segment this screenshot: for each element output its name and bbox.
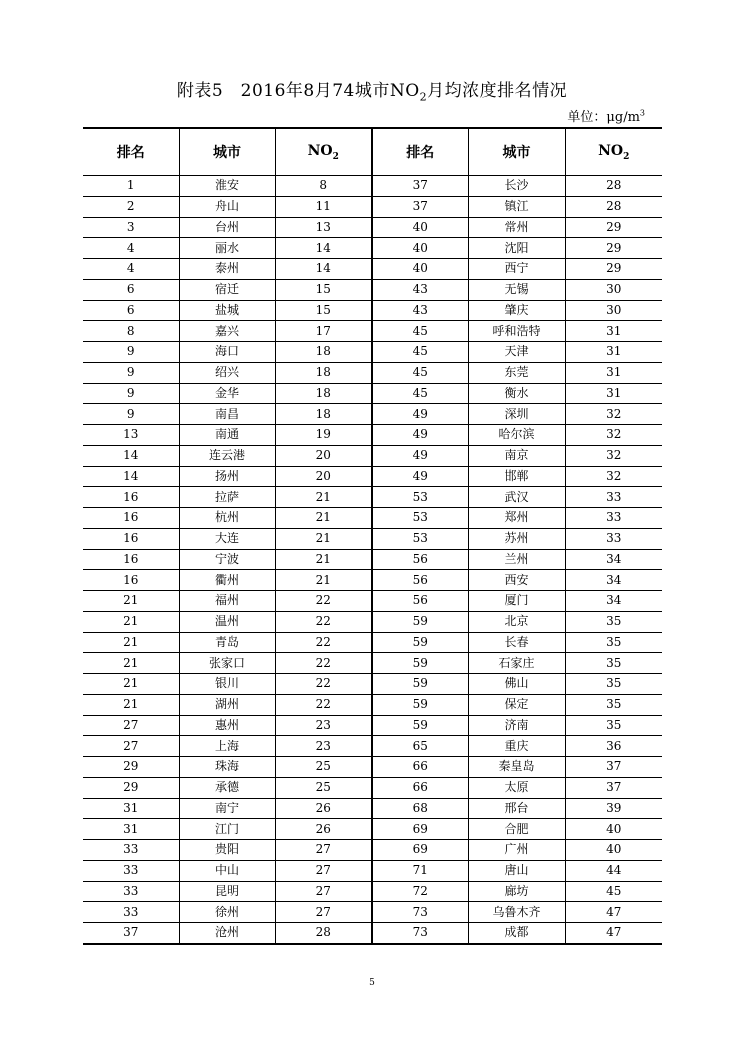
cell-no2-right: 45 [565, 881, 662, 902]
cell-city-left: 徐州 [179, 902, 275, 923]
table-row [83, 196, 662, 217]
cell-rank-left: 1 [83, 176, 179, 197]
table-row [83, 217, 662, 238]
cell-rank-right: 71 [372, 860, 468, 881]
table-row [83, 674, 662, 695]
cell-no2-left: 25 [275, 757, 372, 778]
cell-rank-right: 73 [372, 902, 468, 923]
cell-city-left: 宁波 [179, 549, 275, 570]
cell-city-left: 银川 [179, 674, 275, 695]
cell-city-right: 无锡 [468, 279, 565, 300]
cell-city-right: 常州 [468, 217, 565, 238]
ranking-table [83, 127, 662, 945]
cell-rank-left: 8 [83, 321, 179, 342]
cell-city-left: 南昌 [179, 404, 275, 425]
cell-city-right: 济南 [468, 715, 565, 736]
cell-city-left: 大连 [179, 528, 275, 549]
cell-city-right: 重庆 [468, 736, 565, 757]
cell-rank-right: 37 [372, 196, 468, 217]
header-no2-text: NO [598, 142, 624, 159]
cell-city-right: 佛山 [468, 674, 565, 695]
cell-rank-left: 29 [83, 777, 179, 798]
unit-label [567, 106, 645, 125]
cell-no2-left: 22 [275, 632, 372, 653]
cell-city-right: 肇庆 [468, 300, 565, 321]
cell-rank-left: 14 [83, 445, 179, 466]
cell-rank-right: 40 [372, 238, 468, 259]
cell-rank-left: 9 [83, 383, 179, 404]
cell-no2-right: 33 [565, 487, 662, 508]
cell-rank-right: 59 [372, 674, 468, 695]
table-row [83, 279, 662, 300]
table-row [83, 653, 662, 674]
cell-no2-right: 32 [565, 466, 662, 487]
unit-superscript: 3 [639, 108, 645, 118]
header-rank-right: 排名 [372, 128, 468, 176]
cell-city-right: 郑州 [468, 508, 565, 529]
cell-no2-left: 21 [275, 508, 372, 529]
cell-no2-left: 26 [275, 819, 372, 840]
cell-city-left: 南通 [179, 425, 275, 446]
cell-rank-right: 59 [372, 611, 468, 632]
cell-rank-right: 45 [372, 362, 468, 383]
cell-city-right: 长春 [468, 632, 565, 653]
cell-city-right: 呼和浩特 [468, 321, 565, 342]
cell-city-left: 连云港 [179, 445, 275, 466]
cell-rank-right: 59 [372, 653, 468, 674]
cell-rank-left: 33 [83, 902, 179, 923]
cell-no2-right: 30 [565, 279, 662, 300]
table-row [83, 528, 662, 549]
table-row [83, 881, 662, 902]
cell-rank-left: 4 [83, 238, 179, 259]
cell-no2-right: 28 [565, 176, 662, 197]
cell-city-right: 武汉 [468, 487, 565, 508]
table-row [83, 425, 662, 446]
cell-no2-left: 22 [275, 674, 372, 695]
cell-city-right: 邯郸 [468, 466, 565, 487]
cell-city-left: 泰州 [179, 259, 275, 280]
cell-no2-right: 34 [565, 591, 662, 612]
cell-no2-right: 33 [565, 528, 662, 549]
cell-rank-left: 16 [83, 570, 179, 591]
cell-no2-right: 32 [565, 445, 662, 466]
cell-no2-left: 27 [275, 840, 372, 861]
cell-rank-right: 43 [372, 279, 468, 300]
header-no2-right [565, 128, 662, 176]
cell-no2-right: 29 [565, 217, 662, 238]
cell-rank-left: 21 [83, 694, 179, 715]
cell-city-left: 承德 [179, 777, 275, 798]
cell-city-right: 衡水 [468, 383, 565, 404]
cell-no2-right: 30 [565, 300, 662, 321]
cell-city-left: 海口 [179, 342, 275, 363]
table-row [83, 259, 662, 280]
cell-city-right: 厦门 [468, 591, 565, 612]
cell-city-right: 北京 [468, 611, 565, 632]
cell-no2-left: 14 [275, 259, 372, 280]
table-row [83, 757, 662, 778]
table-row [83, 445, 662, 466]
cell-no2-left: 21 [275, 549, 372, 570]
cell-city-left: 江门 [179, 819, 275, 840]
cell-rank-right: 72 [372, 881, 468, 902]
cell-rank-right: 40 [372, 217, 468, 238]
cell-no2-left: 27 [275, 902, 372, 923]
cell-city-left: 淮安 [179, 176, 275, 197]
table-row [83, 632, 662, 653]
table-row [83, 238, 662, 259]
cell-rank-left: 6 [83, 300, 179, 321]
header-city-right: 城市 [468, 128, 565, 176]
cell-no2-right: 37 [565, 757, 662, 778]
cell-rank-left: 16 [83, 508, 179, 529]
cell-city-right: 石家庄 [468, 653, 565, 674]
cell-city-right: 保定 [468, 694, 565, 715]
cell-no2-left: 17 [275, 321, 372, 342]
cell-no2-left: 14 [275, 238, 372, 259]
cell-rank-right: 45 [372, 383, 468, 404]
cell-city-right: 唐山 [468, 860, 565, 881]
cell-city-left: 杭州 [179, 508, 275, 529]
cell-city-left: 拉萨 [179, 487, 275, 508]
cell-no2-right: 29 [565, 238, 662, 259]
cell-rank-left: 31 [83, 819, 179, 840]
cell-no2-left: 18 [275, 404, 372, 425]
cell-rank-right: 53 [372, 508, 468, 529]
cell-city-left: 舟山 [179, 196, 275, 217]
cell-rank-right: 56 [372, 549, 468, 570]
title-subscript: 2 [419, 90, 428, 104]
cell-rank-left: 9 [83, 362, 179, 383]
cell-city-right: 邢台 [468, 798, 565, 819]
cell-rank-left: 21 [83, 674, 179, 695]
cell-city-left: 台州 [179, 217, 275, 238]
cell-rank-right: 40 [372, 259, 468, 280]
cell-rank-left: 27 [83, 736, 179, 757]
cell-city-left: 温州 [179, 611, 275, 632]
cell-rank-left: 31 [83, 798, 179, 819]
table-row [83, 923, 662, 944]
cell-no2-left: 22 [275, 694, 372, 715]
table-row [83, 300, 662, 321]
cell-city-right: 天津 [468, 342, 565, 363]
cell-city-left: 福州 [179, 591, 275, 612]
cell-city-left: 贵阳 [179, 840, 275, 861]
cell-city-left: 盐城 [179, 300, 275, 321]
cell-city-left: 金华 [179, 383, 275, 404]
cell-rank-left: 16 [83, 549, 179, 570]
cell-rank-right: 59 [372, 694, 468, 715]
cell-no2-left: 18 [275, 383, 372, 404]
cell-city-right: 兰州 [468, 549, 565, 570]
cell-no2-right: 37 [565, 777, 662, 798]
header-rank-left: 排名 [83, 128, 179, 176]
cell-rank-right: 59 [372, 715, 468, 736]
header-no2-text: NO [307, 142, 333, 159]
table-row [83, 570, 662, 591]
cell-rank-left: 4 [83, 259, 179, 280]
cell-no2-right: 47 [606, 925, 622, 940]
table-row [83, 736, 662, 757]
cell-no2-right: 39 [565, 798, 662, 819]
cell-rank-right: 43 [372, 300, 468, 321]
cell-city-right: 合肥 [468, 819, 565, 840]
cell-no2-left: 22 [275, 591, 372, 612]
cell-city-left: 珠海 [179, 757, 275, 778]
cell-rank-right: 45 [372, 321, 468, 342]
cell-no2-left: 18 [275, 362, 372, 383]
cell-no2-right: 47 [565, 902, 662, 923]
cell-city-right: 南京 [468, 445, 565, 466]
cell-no2-right: 35 [565, 653, 662, 674]
cell-rank-right: 49 [372, 425, 468, 446]
cell-city-left: 昆明 [179, 881, 275, 902]
cell-city-left: 沧州 [179, 923, 275, 944]
cell-city-right: 乌鲁木齐 [468, 902, 565, 923]
title-prefix: 附表5 2016年8月74城市NO [176, 81, 420, 101]
cell-city-left: 青岛 [179, 632, 275, 653]
table-row [83, 798, 662, 819]
cell-rank-left: 33 [83, 860, 179, 881]
table-row [83, 591, 662, 612]
cell-no2-left: 25 [275, 777, 372, 798]
cell-rank-right: 45 [372, 342, 468, 363]
cell-rank-left: 14 [83, 466, 179, 487]
page-number: 5 [369, 978, 375, 988]
cell-no2-left: 23 [275, 715, 372, 736]
table-row [83, 611, 662, 632]
cell-rank-right: 59 [372, 632, 468, 653]
cell-city-right: 苏州 [468, 528, 565, 549]
table-body [83, 176, 662, 944]
cell-no2-right: 36 [565, 736, 662, 757]
cell-rank-left: 3 [83, 217, 179, 238]
table-row [83, 487, 662, 508]
cell-city-left: 扬州 [179, 466, 275, 487]
cell-rank-left: 13 [83, 425, 179, 446]
cell-city-left: 中山 [179, 860, 275, 881]
cell-no2-left: 27 [275, 860, 372, 881]
cell-rank-left: 33 [83, 881, 179, 902]
table-row [83, 466, 662, 487]
table-row [83, 860, 662, 881]
table-row [83, 508, 662, 529]
cell-city-left: 湖州 [179, 694, 275, 715]
cell-no2-right: 32 [565, 404, 662, 425]
cell-rank-left: 16 [83, 487, 179, 508]
cell-rank-right: 68 [372, 798, 468, 819]
table-row [83, 321, 662, 342]
cell-city-right: 沈阳 [468, 238, 565, 259]
cell-rank-left: 9 [83, 404, 179, 425]
cell-no2-left: 26 [275, 798, 372, 819]
table-row [83, 342, 662, 363]
cell-no2-right: 29 [565, 259, 662, 280]
cell-city-right: 秦皇岛 [468, 757, 565, 778]
cell-no2-left: 22 [275, 611, 372, 632]
unit-text: 单位：μg/m [567, 110, 640, 125]
cell-rank-left: 27 [83, 715, 179, 736]
cell-no2-right: 31 [565, 383, 662, 404]
cell-rank-left: 21 [83, 611, 179, 632]
cell-rank-right: 49 [372, 466, 468, 487]
cell-no2-right: 31 [565, 321, 662, 342]
cell-city-left: 张家口 [179, 653, 275, 674]
table-row [83, 176, 662, 197]
cell-city-right: 镇江 [468, 196, 565, 217]
cell-no2-left: 18 [275, 342, 372, 363]
cell-no2-left: 13 [275, 217, 372, 238]
cell-rank-right: 56 [372, 591, 468, 612]
cell-city-left: 嘉兴 [179, 321, 275, 342]
cell-rank-right: 65 [372, 736, 468, 757]
cell-rank-left: 21 [83, 653, 179, 674]
table-row [83, 840, 662, 861]
cell-rank-left: 2 [83, 196, 179, 217]
table-row [83, 819, 662, 840]
title-suffix: 月均浓度排名情况 [427, 81, 568, 101]
cell-rank-left: 16 [83, 528, 179, 549]
table-row [83, 777, 662, 798]
table-row [83, 383, 662, 404]
cell-city-right: 哈尔滨 [468, 425, 565, 446]
cell-city-right: 东莞 [468, 362, 565, 383]
cell-no2-left: 21 [275, 570, 372, 591]
cell-no2-right: 31 [565, 342, 662, 363]
cell-no2-right: 35 [565, 694, 662, 715]
cell-no2-right: 35 [565, 715, 662, 736]
cell-no2-left: 21 [275, 528, 372, 549]
cell-no2-right: 28 [565, 196, 662, 217]
cell-city-left: 宿迁 [179, 279, 275, 300]
cell-rank-right: 69 [372, 840, 468, 861]
table-row [83, 404, 662, 425]
cell-no2-left: 8 [275, 176, 372, 197]
cell-no2-right: 40 [565, 840, 662, 861]
cell-rank-right: 66 [372, 777, 468, 798]
table-row [83, 715, 662, 736]
header-no2-left [275, 128, 372, 176]
cell-no2-left: 23 [275, 736, 372, 757]
cell-rank-right: 69 [372, 819, 468, 840]
cell-city-right: 西宁 [468, 259, 565, 280]
cell-rank-left: 21 [83, 591, 179, 612]
cell-rank-left: 33 [83, 840, 179, 861]
page-title [0, 76, 744, 103]
cell-city-left: 惠州 [179, 715, 275, 736]
cell-rank-left: 9 [83, 342, 179, 363]
cell-no2-right: 44 [565, 860, 662, 881]
cell-no2-left: 22 [275, 653, 372, 674]
cell-rank-right: 66 [372, 757, 468, 778]
cell-no2-right: 35 [565, 632, 662, 653]
cell-no2-right: 32 [565, 425, 662, 446]
table-row [83, 362, 662, 383]
cell-rank-left: 21 [83, 632, 179, 653]
cell-city-right: 廊坊 [468, 881, 565, 902]
cell-no2-right: 33 [565, 508, 662, 529]
table-row [83, 549, 662, 570]
cell-no2-left: 15 [275, 279, 372, 300]
cell-no2-left: 27 [275, 881, 372, 902]
cell-rank-right: 49 [372, 445, 468, 466]
cell-city-left: 丽水 [179, 238, 275, 259]
cell-rank-left: 6 [83, 279, 179, 300]
cell-no2-left: 28 [275, 923, 372, 944]
table-row [83, 694, 662, 715]
table-row [83, 902, 662, 923]
cell-rank-right: 37 [372, 176, 468, 197]
cell-rank-right: 53 [372, 487, 468, 508]
cell-no2-right: 35 [565, 611, 662, 632]
cell-no2-right: 35 [565, 674, 662, 695]
cell-no2-left: 21 [275, 487, 372, 508]
cell-city-left: 上海 [179, 736, 275, 757]
cell-city-right: 西安 [468, 570, 565, 591]
table-header-row [83, 128, 662, 176]
cell-no2-left: 15 [275, 300, 372, 321]
cell-city-right: 广州 [468, 840, 565, 861]
cell-no2-right: 34 [565, 549, 662, 570]
cell-rank-right: 53 [372, 528, 468, 549]
cell-city-left: 衢州 [179, 570, 275, 591]
cell-no2-left: 20 [275, 466, 372, 487]
cell-no2-left: 11 [275, 196, 372, 217]
cell-no2-right: 40 [565, 819, 662, 840]
header-city-left: 城市 [179, 128, 275, 176]
cell-city-right: 太原 [468, 777, 565, 798]
cell-city-left: 南宁 [179, 798, 275, 819]
cell-city-left: 绍兴 [179, 362, 275, 383]
cell-rank-left: 37 [83, 923, 179, 944]
cell-no2-left: 19 [275, 425, 372, 446]
cell-rank-right: 73 [372, 923, 468, 944]
cell-no2-right: 31 [565, 362, 662, 383]
cell-city-right: 长沙 [468, 176, 565, 197]
header-no2-subscript: 2 [623, 151, 630, 162]
header-no2-subscript: 2 [332, 151, 339, 162]
cell-city-right: 深圳 [468, 404, 565, 425]
cell-rank-right: 56 [372, 570, 468, 591]
cell-no2-left: 20 [275, 445, 372, 466]
cell-no2-right: 34 [565, 570, 662, 591]
cell-rank-left: 29 [83, 757, 179, 778]
cell-city-right: 成都 [468, 923, 565, 944]
cell-rank-right: 49 [372, 404, 468, 425]
